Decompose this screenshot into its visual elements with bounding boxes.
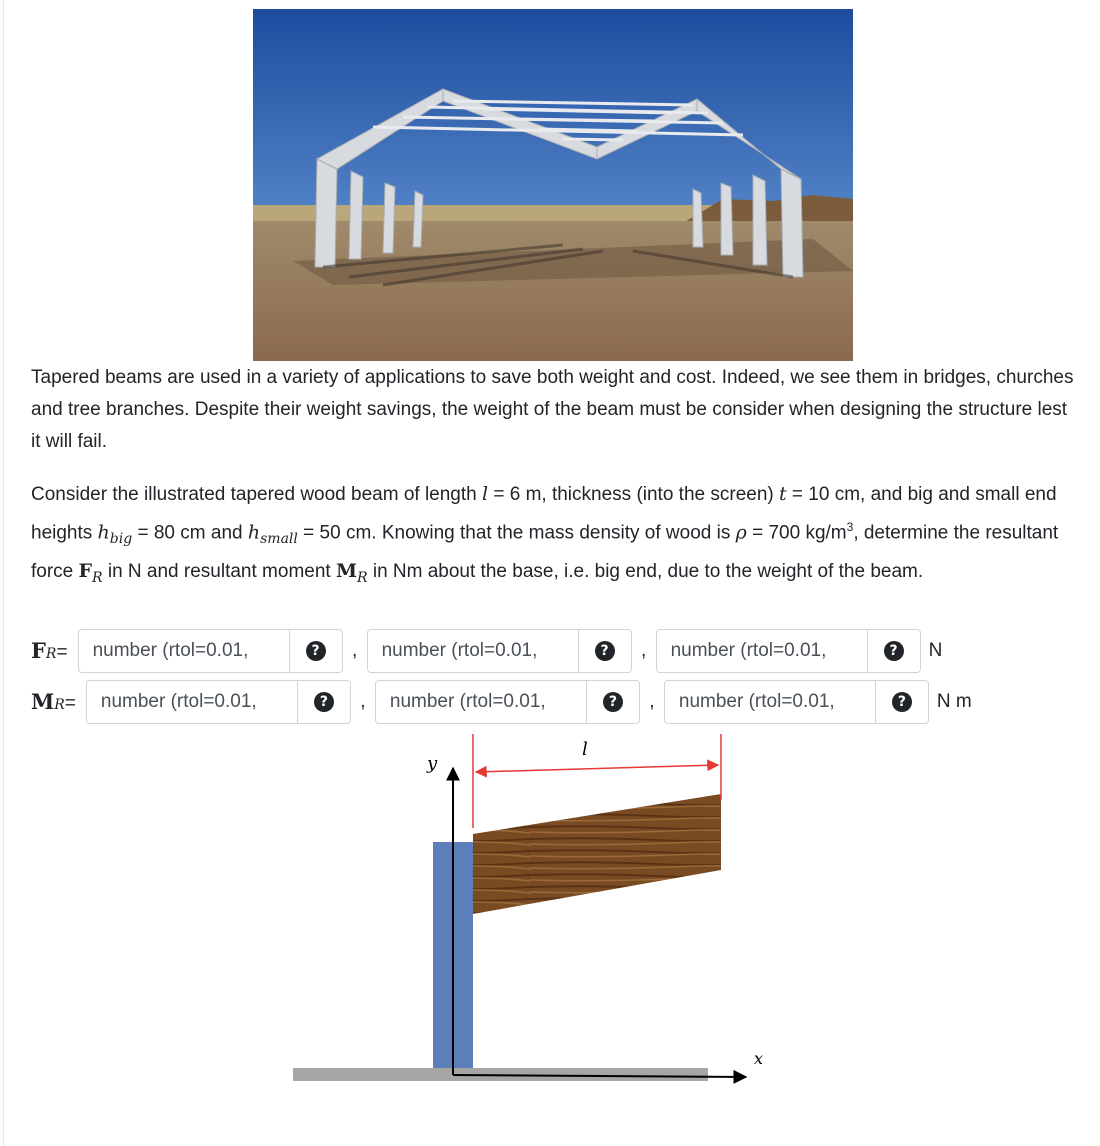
moment-answer-row [31,679,972,725]
force-unit: N [928,640,943,661]
symbol-t: t [779,483,787,505]
comma: , [351,640,358,661]
length-label: l [582,739,588,760]
help-button[interactable] [875,681,928,723]
question-circle-icon: ? [892,692,912,712]
symbol-l: l [482,483,489,505]
tapered-wood-beam [473,794,721,914]
problem-text: Consider the illustrated tapered wood beam of length [31,484,482,505]
moment-z-input[interactable] [665,681,875,723]
subscript-small: small [260,531,298,548]
moment-unit: N m [936,691,972,712]
comma: , [360,691,366,712]
force-z-input[interactable] [657,630,867,672]
question-circle-icon: ? [884,641,904,661]
problem-text: in Nm about the base, i.e. big end, due to the weight of the beam. [367,561,924,583]
equals-sign: = [64,693,76,714]
force-answer-row [31,628,942,674]
moment-z-input-group [664,680,929,724]
comma: , [640,640,647,661]
moment-label [31,689,76,715]
subscript-r: R [92,569,103,586]
moment-subscript: R [54,697,65,713]
beam-diagram [280,728,780,1088]
force-x-input-group [78,629,343,673]
symbol-force: F [78,560,93,583]
problem-text: = 6 m, thickness (into the screen) [488,484,780,505]
moment-symbol: M [31,689,55,714]
subscript-r: R [357,569,368,586]
length-dimension-arrow [476,765,718,772]
question-circle-icon: ? [603,692,623,712]
question-circle-icon: ? [314,692,334,712]
question-circle-icon: ? [595,641,615,661]
force-y-input[interactable] [368,630,578,672]
problem-text: in N and resultant moment [102,561,336,583]
help-button[interactable] [297,681,350,723]
equals-sign: = [56,642,68,663]
intro-paragraph [31,362,1076,458]
force-x-input[interactable] [79,630,289,672]
intro-text: Tapered beams are used in a variety of applications to save both weight and cost. Indeed, we see them in bridges, churches and tree branches. Despite their weight savings, the weight of the beam must be consider when designing the structure lest it will fail. [31,367,1074,452]
problem-text: = 700 kg/m [746,522,847,544]
symbol-moment: M [335,560,358,583]
problem-text: = 80 cm and [132,522,248,544]
moment-y-input-group [375,680,640,724]
symbol-h-big: h [97,521,110,544]
moment-x-input[interactable] [87,681,297,723]
force-symbol: F [31,638,46,663]
y-axis-label: y [427,753,438,774]
help-button[interactable] [586,681,639,723]
moment-y-input[interactable] [376,681,586,723]
help-button[interactable] [578,630,631,672]
problem-text: = 10 cm, and big and small end heights [31,484,1057,544]
x-axis-label: x [754,1049,764,1068]
force-z-input-group [656,629,921,673]
problem-text: = 50 cm. Knowing that the mass density of wood is [297,522,736,544]
subscript-big: big [109,531,133,548]
symbol-h-small: h [247,521,261,544]
force-subscript: R [45,646,57,662]
comma: , [649,691,655,712]
tapered-beam-structure-photo [253,9,853,361]
force-label [31,638,68,664]
problem-text: , determine the resultant force [31,522,1059,583]
help-button[interactable] [867,630,920,672]
problem-paragraph [31,478,1076,594]
question-circle-icon: ? [306,641,326,661]
superscript-3: 3 [846,520,854,534]
help-button[interactable] [289,630,342,672]
moment-x-input-group [86,680,351,724]
force-y-input-group [367,629,632,673]
symbol-rho: ρ [735,521,747,544]
